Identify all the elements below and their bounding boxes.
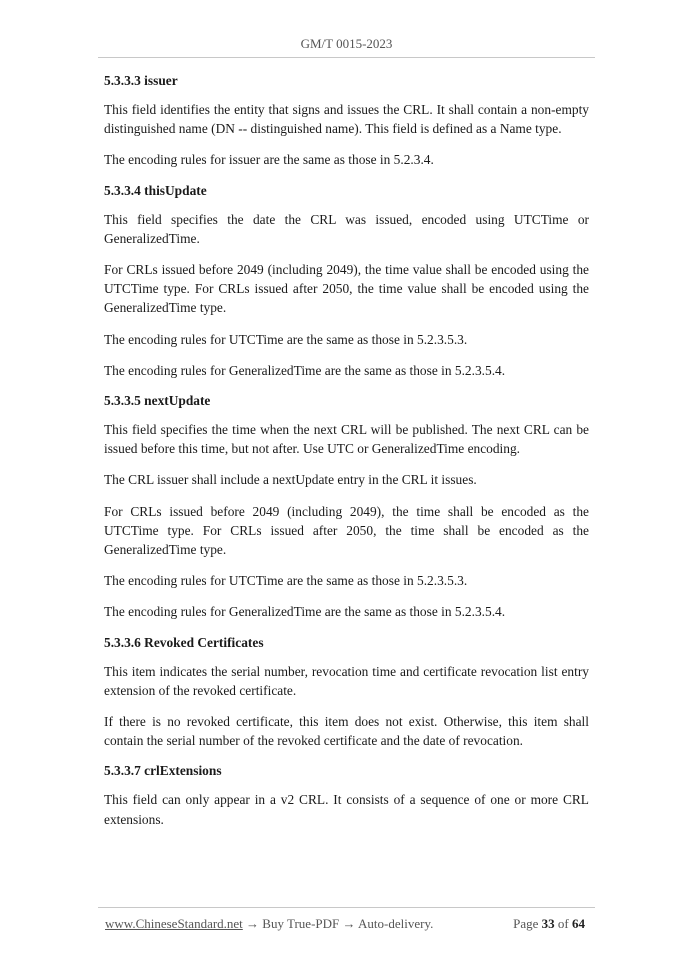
of-label: of	[557, 916, 569, 931]
footer-divider	[98, 907, 595, 908]
paragraph: The encoding rules for UTCTime are the same as those in 5.2.3.5.3.	[104, 331, 468, 347]
paragraph: The encoding rules for UTCTime are the same as those in 5.2.3.5.3.	[104, 573, 468, 589]
page-total: 64	[572, 916, 585, 931]
paragraph: The encoding rules for GeneralizedTime are the same as those in 5.2.3.5.4.	[104, 604, 506, 620]
paragraph: This field identifies the entity that signs and issues the CRL. It shall contain a non-empty distinguished name (DN -- distinguished name). This field is defined as a Name type.	[104, 102, 589, 137]
auto-delivery-text: Auto-delivery.	[358, 916, 434, 931]
paragraph: For CRLs issued before 2049 (including 2049), the time value shall be encoded using the UTCTime type. For CRLs issued after 2050, the time value shall be encoded using the GeneralizedTime type.	[104, 262, 589, 316]
section-heading: 5.3.3.6 Revoked Certificates	[104, 634, 264, 650]
section-revoked-certificates	[104, 634, 589, 751]
document-id: GM/T 0015-2023	[300, 36, 393, 51]
paragraph: This field can only appear in a v2 CRL. It consists of a sequence of one or more CRL extensions.	[104, 792, 589, 827]
paragraph: This item indicates the serial number, revocation time and certificate revocation list entry extension of the revoked certificate.	[104, 663, 589, 698]
paragraph: If there is no revoked certificate, this item does not exist. Otherwise, this item shall contain the serial number of the revoked certificate and the date of revocation.	[104, 714, 589, 749]
header-divider	[98, 57, 595, 58]
page-number	[513, 916, 585, 932]
arrow-icon: →	[342, 916, 356, 931]
page-header	[0, 36, 693, 52]
section-heading: 5.3.3.4 thisUpdate	[104, 182, 207, 198]
section-heading: 5.3.3.3 issuer	[104, 73, 178, 88]
section-crl-extensions	[104, 762, 589, 828]
page-current: 33	[541, 916, 555, 931]
paragraph: The CRL issuer shall include a nextUpdate entry in the CRL it issues.	[104, 472, 477, 488]
section-heading: 5.3.3.5 nextUpdate	[104, 393, 211, 409]
paragraph: The encoding rules for issuer are the same as those in 5.2.3.4.	[104, 152, 434, 168]
page-label: Page	[513, 916, 539, 931]
paragraph: This field specifies the time when the next CRL will be published. The next CRL can be issued before this time, but not after. Use UTC or GeneralizedTime encoding.	[104, 422, 589, 457]
paragraph: The encoding rules for GeneralizedTime are the same as those in 5.2.3.5.4.	[104, 362, 506, 378]
buy-pdf-text: Buy True-PDF	[262, 916, 340, 931]
section-next-update	[104, 392, 589, 622]
section-issuer	[104, 72, 589, 170]
paragraph: For CRLs issued before 2049 (including 2049), the time shall be encoded as the UTCTime type. For CRLs issued after 2050, the time shall be encoded as the GeneralizedTime type.	[104, 503, 589, 558]
page-content	[104, 72, 589, 841]
arrow-icon: →	[246, 916, 260, 931]
paragraph: This field specifies the date the CRL was issued, encoded using UTCTime or GeneralizedTime.	[104, 211, 589, 246]
section-this-update	[104, 182, 589, 380]
section-heading: 5.3.3.7 crlExtensions	[104, 763, 222, 779]
site-link[interactable]: www.ChineseStandard.net	[105, 916, 243, 931]
footer-links	[105, 916, 433, 932]
